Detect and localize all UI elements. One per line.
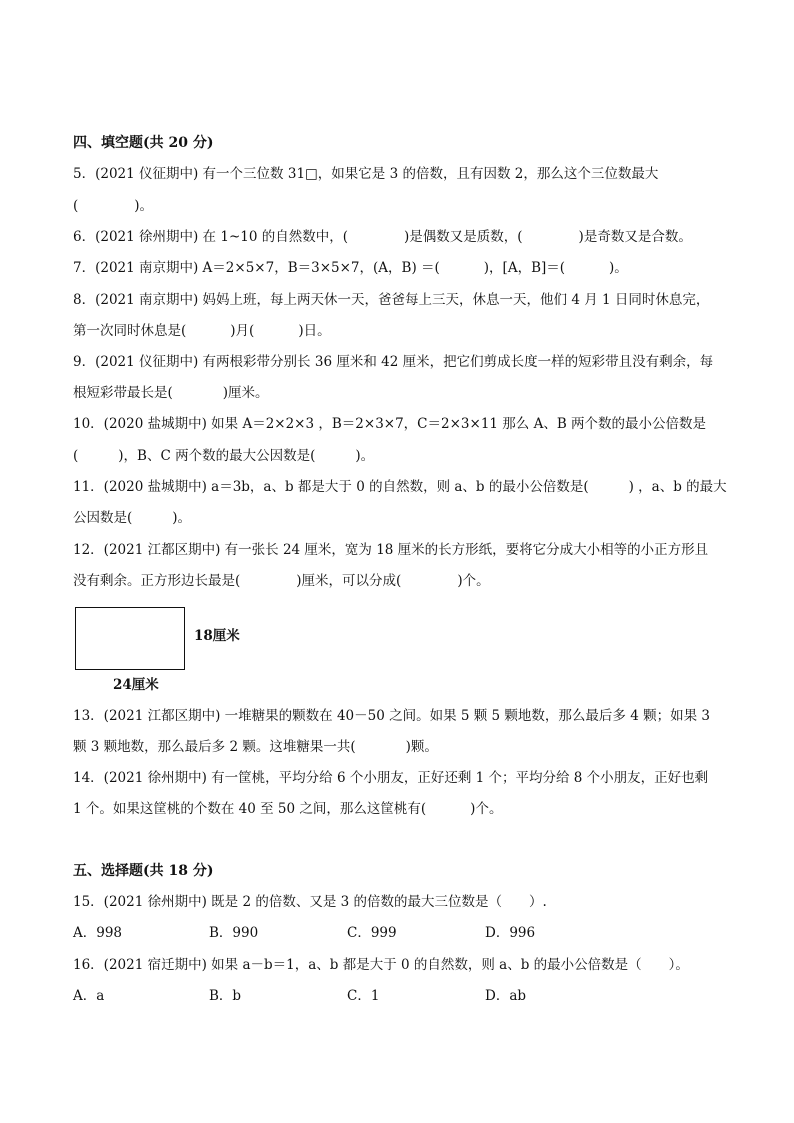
figure-width-label: 24厘米 bbox=[113, 677, 159, 693]
question-15-option-d[interactable]: D．996 bbox=[485, 925, 536, 941]
question-12-line-2: 没有剩余。正方形边长最是( )厘米，可以分成( )个。 bbox=[73, 573, 490, 589]
question-8-line-2: 第一次同时休息是( )月( )日。 bbox=[73, 323, 331, 339]
question-9-line-2: 根短彩带最长是( )厘米。 bbox=[73, 385, 269, 401]
figure-height-label: 18厘米 bbox=[194, 628, 240, 644]
question-11-line-1: 11．(2020 盐城期中) a＝3b，a、b 都是大于 0 的自然数，则 a、b 的最小公倍数是( ) ，a、b 的最大 bbox=[73, 479, 727, 495]
question-5-line-2: ( )。 bbox=[73, 198, 154, 214]
question-16-option-a[interactable]: A．a bbox=[73, 988, 105, 1004]
question-16-option-c[interactable]: C．1 bbox=[347, 988, 380, 1004]
question-15-stem: 15．(2021 徐州期中) 既是 2 的倍数、又是 3 的倍数的最大三位数是（ ）. bbox=[73, 894, 547, 910]
question-7: 7．(2021 南京期中) A＝2×5×7，B＝3×5×7，(A，B) ＝( )，[A，B]＝( )。 bbox=[73, 260, 628, 276]
question-15-option-a[interactable]: A．998 bbox=[73, 925, 123, 941]
question-15-option-c[interactable]: C．999 bbox=[347, 925, 397, 941]
question-14-line-1: 14．(2021 徐州期中) 有一筐桃，平均分给 6 个小朋友，正好还剩 1 个；平均分给 8 个小朋友，正好也剩 bbox=[73, 770, 709, 786]
question-14-line-2: 1 个。如果这筐桃的个数在 40 至 50 之间，那么这筐桃有( )个。 bbox=[73, 801, 503, 817]
section-5-title: 五、选择题(共 18 分) bbox=[73, 863, 214, 879]
question-12-line-1: 12．(2021 江都区期中) 有一张长 24 厘米，宽为 18 厘米的长方形纸，要将它分成大小相等的小正方形且 bbox=[73, 542, 709, 558]
rectangle-figure bbox=[75, 607, 185, 670]
question-11-line-2: 公因数是( )。 bbox=[73, 510, 192, 526]
question-5-line-1: 5．(2021 仪征期中) 有一个三位数 31□，如果它是 3 的倍数，且有因数 2，那么这个三位数最大 bbox=[73, 166, 659, 182]
question-10-line-2: ( )，B、C 两个数的最大公因数是( )。 bbox=[73, 448, 375, 464]
question-15-option-b[interactable]: B．990 bbox=[209, 925, 259, 941]
question-9-line-1: 9．(2021 仪征期中) 有两根彩带分别长 36 厘米和 42 厘米，把它们剪成长度一样的短彩带且没有剩余，每 bbox=[73, 354, 714, 370]
question-16-option-b[interactable]: B．b bbox=[209, 988, 242, 1004]
question-6: 6．(2021 徐州期中) 在 1~10 的自然数中，( )是偶数又是质数，( )是奇数又是合数。 bbox=[73, 229, 692, 245]
question-8-line-1: 8．(2021 南京期中) 妈妈上班，每上两天休一天，爸爸每上三天，休息一天，他们 4 月 1 日同时休息完， bbox=[73, 292, 710, 308]
question-13-line-2: 颗 3 颗地数，那么最后多 2 颗。这堆糖果一共( )颗。 bbox=[73, 739, 438, 755]
question-16-option-d[interactable]: D．ab bbox=[485, 988, 527, 1004]
question-16-stem: 16．(2021 宿迁期中) 如果 a－b＝1，a、b 都是大于 0 的自然数，则 a、b 的最小公倍数是（ ）。 bbox=[73, 957, 689, 973]
question-13-line-1: 13．(2021 江都区期中) 一堆糖果的颗数在 40－50 之间。如果 5 颗 5 颗地数，那么最后多 4 颗；如果 3 bbox=[73, 708, 710, 724]
section-4-title: 四、填空题(共 20 分) bbox=[73, 135, 214, 151]
question-10-line-1: 10．(2020 盐城期中) 如果 A＝2×2×3 ，B＝2×3×7，C＝2×3×11 那么 A、B 两个数的最小公倍数是 bbox=[73, 416, 707, 432]
